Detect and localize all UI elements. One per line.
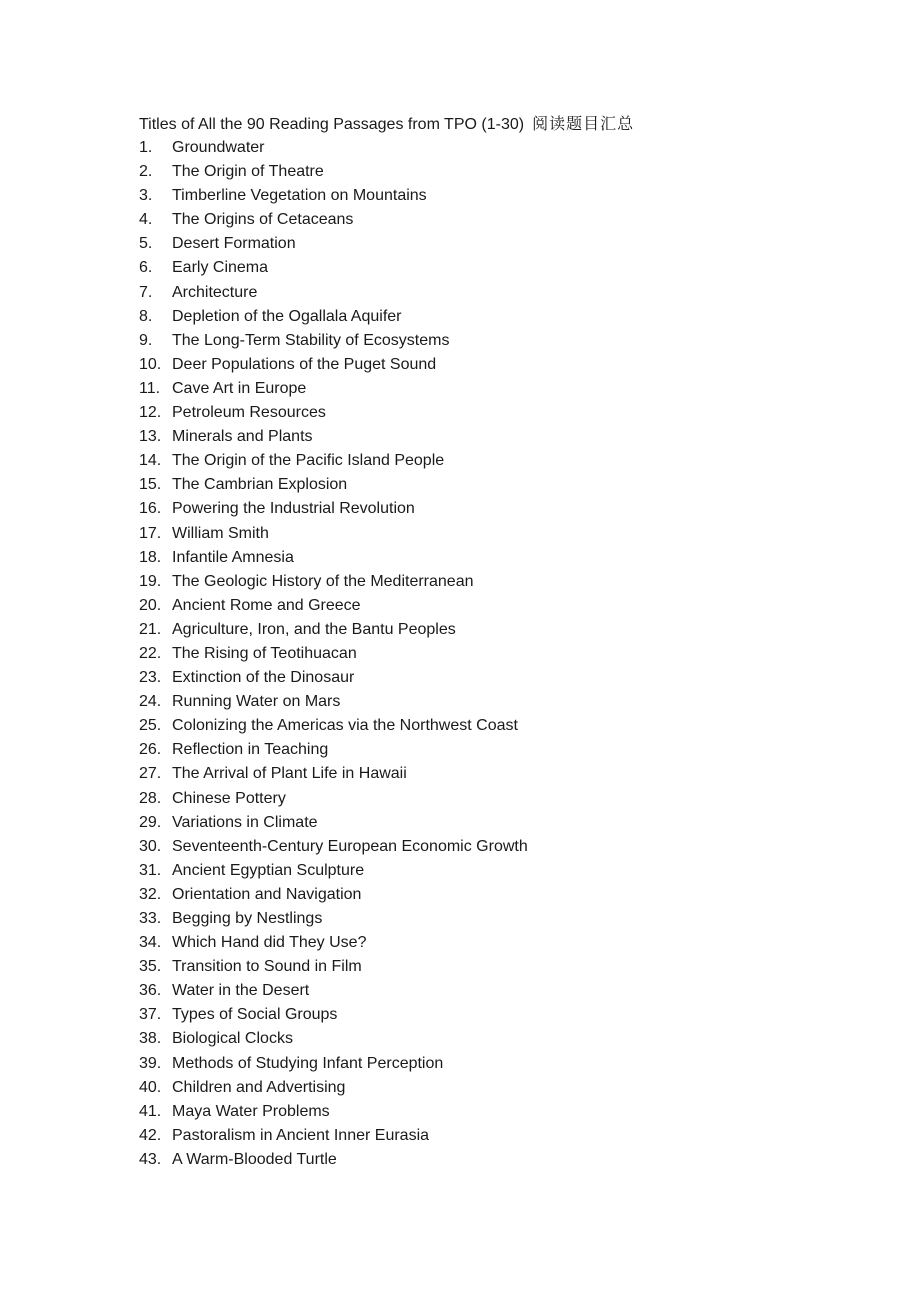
list-item-number: 30. <box>139 837 162 855</box>
list-item-number: 33. <box>139 910 162 927</box>
list-item-title: Agriculture, Iron, and the Bantu Peoples <box>172 620 456 638</box>
list-item-title: Transition to Sound in Film <box>172 958 362 976</box>
list-item-title: Biological Clocks <box>172 1030 293 1048</box>
list-item-number: 32. <box>139 885 162 903</box>
list-item-title: The Long-Term Stability of Ecosystems <box>172 331 450 349</box>
list-item-title: The Arrival of Plant Life in Hawaii <box>172 765 407 783</box>
list-item-number: 25. <box>139 717 162 735</box>
list-item-title: Orientation and Navigation <box>172 885 362 903</box>
list-item <box>139 762 839 786</box>
list-item <box>139 690 839 714</box>
list-item-title: Cave Art in Europe <box>172 379 307 397</box>
list-item-number: 6. <box>139 259 153 277</box>
list-item-number: 29. <box>139 813 162 831</box>
list-item-title: Which Hand did They Use? <box>172 934 367 952</box>
list-item-number: 43. <box>139 1150 162 1168</box>
list-item-number: 24. <box>139 693 162 711</box>
list-item <box>139 570 839 594</box>
list-item-title: Variations in Climate <box>172 813 318 831</box>
list-item-number: 38. <box>139 1030 162 1048</box>
list-item-number: 9. <box>139 331 153 349</box>
list-item-title: Depletion of the Ogallala Aquifer <box>172 307 402 325</box>
list-item-number: 2. <box>139 163 153 181</box>
list-item <box>139 594 839 618</box>
list-item-title: The Geologic History of the Mediterranean <box>172 572 474 590</box>
list-item <box>139 401 839 425</box>
list-item-title: Reflection in Teaching <box>172 741 329 759</box>
list-item <box>139 618 839 642</box>
list-item <box>139 497 839 521</box>
list-item <box>139 136 839 160</box>
list-item-number: 1. <box>139 139 153 156</box>
passage-list <box>139 136 839 1172</box>
list-item <box>139 425 839 449</box>
list-item-number: 19. <box>139 572 162 590</box>
list-item-number: 16. <box>139 500 162 518</box>
list-item-number: 35. <box>139 958 162 976</box>
list-item-title: Children and Advertising <box>172 1078 346 1096</box>
list-item <box>139 353 839 377</box>
list-item-title: William Smith <box>172 524 269 542</box>
list-item-title: Ancient Rome and Greece <box>172 596 361 614</box>
list-item-title: Pastoralism in Ancient Inner Eurasia <box>172 1126 430 1144</box>
list-item-title: Water in the Desert <box>172 982 310 1000</box>
list-item-title: Powering the Industrial Revolution <box>172 500 415 518</box>
list-item-title: The Origin of Theatre <box>172 163 324 181</box>
list-item-number: 39. <box>139 1054 162 1072</box>
list-item <box>139 256 839 280</box>
list-item <box>139 1003 839 1027</box>
list-item <box>139 738 839 762</box>
list-item-title: Petroleum Resources <box>172 404 326 422</box>
title-chinese: 阅读题目汇总 <box>532 114 635 133</box>
list-item-title: Maya Water Problems <box>172 1102 330 1120</box>
list-item <box>139 931 839 955</box>
list-item-title: Groundwater <box>172 139 265 156</box>
list-item-number: 11. <box>139 379 161 397</box>
list-item-number: 31. <box>139 861 162 879</box>
list-item-number: 15. <box>139 476 162 494</box>
list-item-number: 41. <box>139 1102 162 1120</box>
list-item <box>139 1027 839 1051</box>
list-item <box>139 473 839 497</box>
list-item <box>139 1076 839 1100</box>
document-content <box>139 112 839 1172</box>
list-item-title: Colonizing the Americas via the Northwest Coast <box>172 717 518 735</box>
list-item-title: Early Cinema <box>172 259 269 277</box>
list-item <box>139 883 839 907</box>
list-item-number: 36. <box>139 982 162 1000</box>
list-item <box>139 232 839 256</box>
list-item <box>139 160 839 184</box>
list-item-number: 4. <box>139 211 153 229</box>
list-item-number: 34. <box>139 934 162 952</box>
list-item-title: Architecture <box>172 283 258 301</box>
list-item-title: Types of Social Groups <box>172 1006 338 1024</box>
list-item-number: 27. <box>139 765 162 783</box>
list-item-number: 8. <box>139 307 153 325</box>
list-item <box>139 449 839 473</box>
list-item-title: Begging by Nestlings <box>172 910 323 927</box>
list-item-number: 23. <box>139 669 162 687</box>
list-item-title: Chinese Pottery <box>172 789 286 807</box>
list-item-number: 28. <box>139 789 162 807</box>
list-item-title: Infantile Amnesia <box>172 548 294 566</box>
list-item-number: 10. <box>139 355 162 373</box>
list-item-number: 40. <box>139 1078 162 1096</box>
list-item-title: The Origins of Cetaceans <box>172 211 354 229</box>
list-item <box>139 642 839 666</box>
list-item <box>139 666 839 690</box>
list-item-number: 21. <box>139 620 162 638</box>
list-item-number: 5. <box>139 235 153 253</box>
list-item-title: The Cambrian Explosion <box>172 476 348 494</box>
list-item-title: Ancient Egyptian Sculpture <box>172 861 365 879</box>
list-item <box>139 184 839 208</box>
list-item <box>139 1052 839 1076</box>
list-item <box>139 979 839 1003</box>
list-item <box>139 208 839 232</box>
list-item-title: Minerals and Plants <box>172 428 313 446</box>
list-item <box>139 714 839 738</box>
list-item-title: A Warm-Blooded Turtle <box>172 1150 337 1168</box>
list-item <box>139 1100 839 1124</box>
list-item-title: Desert Formation <box>172 235 296 253</box>
list-item-title: Deer Populations of the Puget Sound <box>172 355 437 373</box>
list-item-number: 22. <box>139 644 162 662</box>
list-item-title: Running Water on Mars <box>172 693 341 711</box>
list-item <box>139 305 839 329</box>
list-item-title: The Origin of the Pacific Island People <box>172 452 445 470</box>
list-item <box>139 907 839 931</box>
list-item-title: Seventeenth-Century European Economic Growth <box>172 837 528 855</box>
list-item-number: 14. <box>139 452 162 470</box>
list-item-number: 7. <box>139 283 153 301</box>
list-item-title: Methods of Studying Infant Perception <box>172 1054 444 1072</box>
list-item <box>139 859 839 883</box>
list-item-number: 12. <box>139 404 162 422</box>
list-item-number: 20. <box>139 596 162 614</box>
document-title <box>139 112 839 136</box>
list-item <box>139 787 839 811</box>
list-item <box>139 281 839 305</box>
list-item-number: 37. <box>139 1006 162 1024</box>
list-item-number: 13. <box>139 428 162 446</box>
list-item <box>139 377 839 401</box>
list-item <box>139 811 839 835</box>
list-item-number: 18. <box>139 548 162 566</box>
list-item <box>139 955 839 979</box>
list-item-number: 3. <box>139 187 153 205</box>
list-item <box>139 835 839 859</box>
list-item-number: 26. <box>139 741 162 759</box>
list-item-title: Extinction of the Dinosaur <box>172 669 355 687</box>
list-item-number: 42. <box>139 1126 162 1144</box>
title-english: Titles of All the 90 Reading Passages from TPO (1-30) <box>139 116 525 133</box>
list-item-title: The Rising of Teotihuacan <box>172 644 357 662</box>
list-item <box>139 546 839 570</box>
list-item-title: Timberline Vegetation on Mountains <box>172 187 427 205</box>
list-item <box>139 1148 839 1172</box>
list-item <box>139 1124 839 1148</box>
list-item <box>139 329 839 353</box>
list-item <box>139 522 839 546</box>
list-item-number: 17. <box>139 524 162 542</box>
